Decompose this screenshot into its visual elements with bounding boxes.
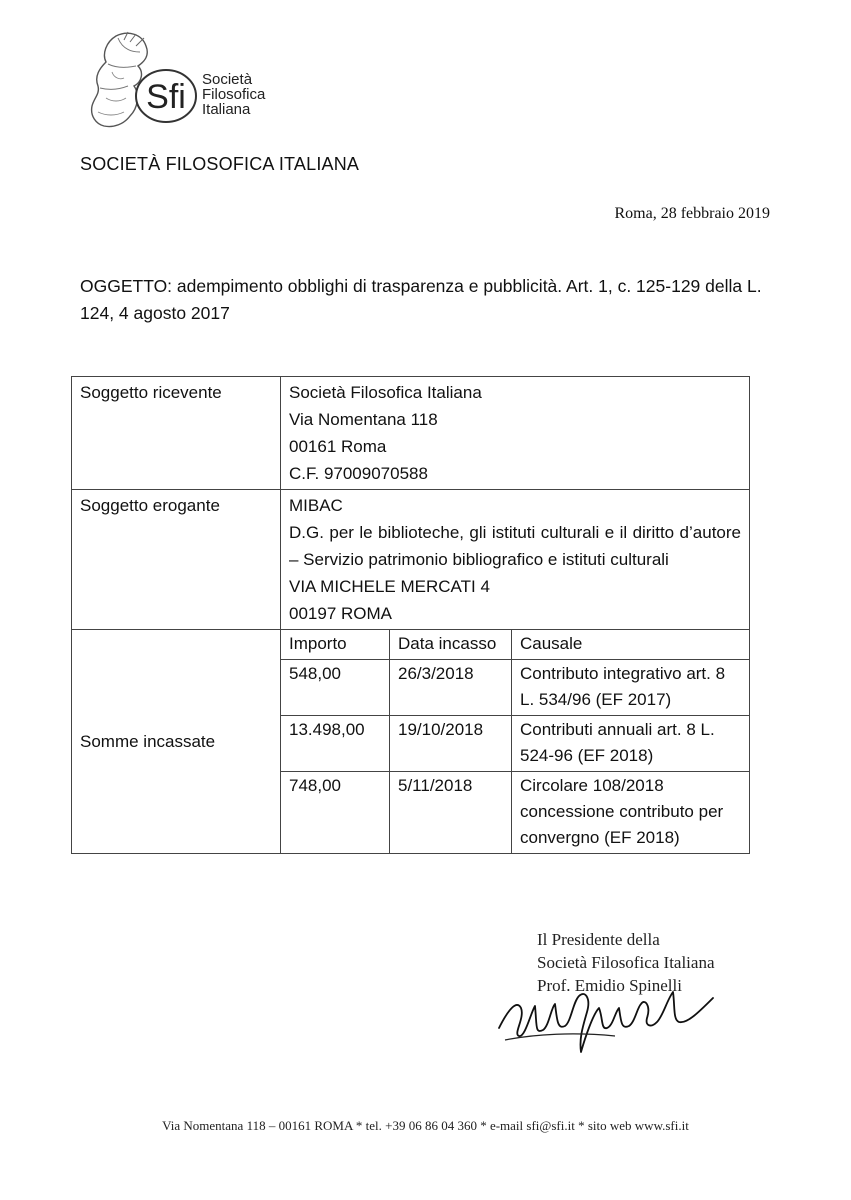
table-row: [281, 772, 749, 854]
logo-name: [202, 72, 265, 117]
recipient-line: C.F. 97009070588: [289, 464, 428, 483]
column-header: Data incasso: [390, 630, 512, 660]
logo-name-line: Italiana: [202, 101, 251, 118]
logo-mark: Sfi: [146, 78, 186, 116]
recipient-line: 00161 Roma: [289, 437, 387, 456]
footer-contacts: Via Nomentana 118 – 00161 ROMA * tel. +39 06 86 04 360 * e-mail sfi@sfi.it * sito web www.sfi.it: [162, 1118, 689, 1133]
recipient-line: Via Nomentana 118: [289, 410, 438, 429]
sums-label: Somme incassate: [72, 630, 281, 854]
transparency-table: [71, 376, 750, 854]
amount-cell: 548,00: [281, 660, 390, 716]
donor-office: D.G. per le biblioteche, gli istituti culturali e il diritto d’autore – Servizio patrimonio bibliografico e istituti culturali: [289, 523, 741, 569]
recipient-label: Soggetto ricevente: [72, 377, 281, 490]
column-header: Importo: [281, 630, 390, 660]
sums-row: [72, 630, 750, 854]
recipient-row: [72, 377, 750, 490]
table-row: [281, 716, 749, 772]
subject-line: OGGETTO: adempimento obblighi di trasparenza e pubblicità. Art. 1, c. 125-129 della L. 124, 4 agosto 2017: [80, 276, 762, 323]
donor-city: 00197 ROMA: [289, 604, 392, 623]
donor-name: MIBAC: [289, 496, 343, 515]
donor-details: [281, 490, 750, 630]
date-cell: 5/11/2018: [390, 772, 512, 854]
recipient-line: Società Filosofica Italiana: [289, 383, 482, 402]
handwritten-signature: [495, 978, 725, 1058]
reason-cell: Contributi annuali art. 8 L. 524-96 (EF 2018): [512, 716, 750, 772]
place-date: Roma, 28 febbraio 2019: [614, 205, 770, 222]
logo-name-line: Filosofica: [202, 86, 266, 103]
column-header: Causale: [512, 630, 750, 660]
signatory-line: Società Filosofica Italiana: [537, 953, 715, 972]
recipient-details: [281, 377, 750, 490]
donor-label: Soggetto erogante: [72, 490, 281, 630]
donor-address: VIA MICHELE MERCATI 4: [289, 577, 490, 596]
sums-cell: [281, 630, 750, 854]
logo-name-line: Società: [202, 71, 253, 88]
signatory-line: Il Presidente della: [537, 930, 660, 949]
amount-cell: 13.498,00: [281, 716, 390, 772]
sums-table: [281, 630, 749, 853]
sums-header-row: [281, 630, 749, 660]
amount-cell: 748,00: [281, 772, 390, 854]
reason-cell: Contributo integrativo art. 8 L. 534/96 (EF 2017): [512, 660, 750, 716]
donor-row: [72, 490, 750, 630]
reason-cell: Circolare 108/2018 concessione contributo per convergno (EF 2018): [512, 772, 750, 854]
signatory-line: Prof. Emidio Spinelli: [537, 976, 682, 995]
organization-title: SOCIETÀ FILOSOFICA ITALIANA: [80, 154, 360, 174]
date-cell: 19/10/2018: [390, 716, 512, 772]
table-row: [281, 660, 749, 716]
date-cell: 26/3/2018: [390, 660, 512, 716]
signature-icon: [495, 978, 725, 1058]
